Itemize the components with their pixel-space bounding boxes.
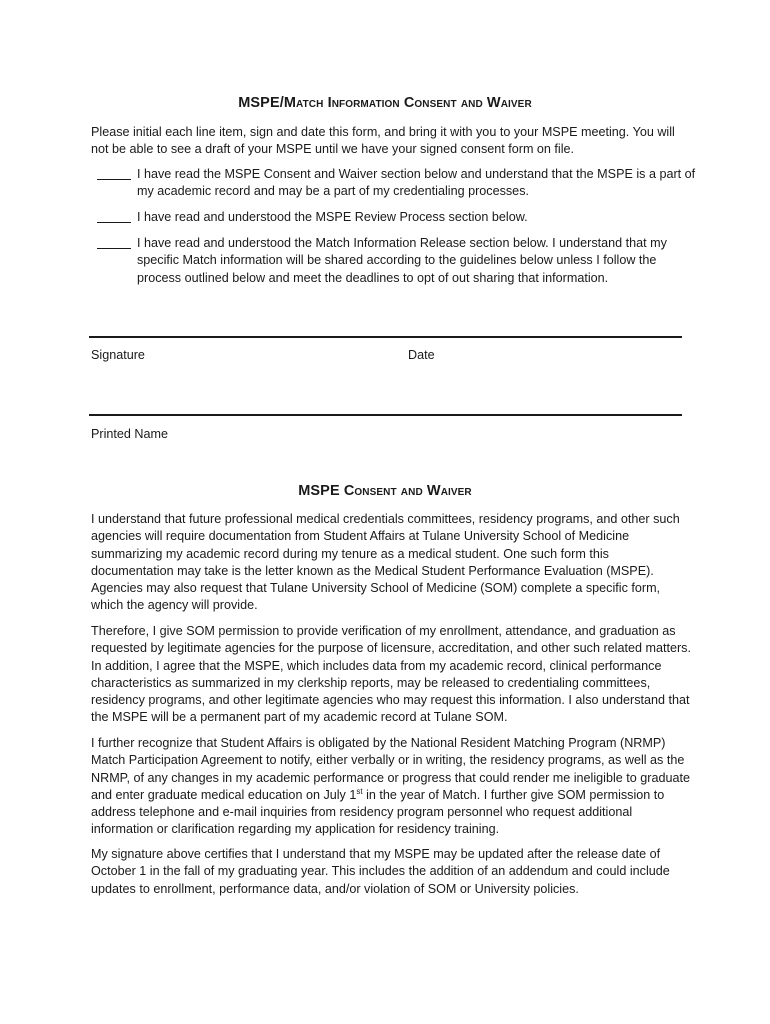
- initial-blank[interactable]: [97, 209, 131, 223]
- printed-name-line[interactable]: [89, 414, 682, 416]
- initial-line-item: [97, 166, 697, 201]
- paragraph: Therefore, I give SOM permission to provide verification of my enrollment, attendance, and graduation as requested by legitimate agencies for the purpose of licensure, accreditation, and other such related matters. In addition, I agree that the MSPE, which includes data from my academic record, clinical performance characteristics as summarized in my clerkship reports, may be released to credentialing committees, residency programs, and other legitimate agencies who may request this information. I also understand that the MSPE will be a permanent part of my academic record at Tulane SOM.: [91, 624, 691, 725]
- section-title: MSPE Consent and Waiver: [298, 483, 472, 499]
- item-text: I have read and understood the MSPE Review Process section below.: [137, 210, 528, 224]
- paragraph: [91, 735, 691, 839]
- item-text: I have read the MSPE Consent and Waiver section below and understand that the MSPE is a part of my academic record and may be a part of my credentialing processes.: [137, 167, 696, 199]
- item-text: I have read and understood the Match Information Release section below. I understand that my specific Match information will be shared according to the guidelines below unless I follow the process outlined below and meet the deadlines to opt of out sharing that information.: [137, 236, 667, 285]
- intro-paragraph: Please initial each line item, sign and date this form, and bring it with you to your MSPE meeting. You will not be able to see a draft of your MSPE until we have your signed consent form on file.: [91, 125, 675, 157]
- paragraph: My signature above certifies that I understand that my MSPE may be updated after the release date of October 1 in the fall of my graduating year. This includes the addition of an addendum and could include updates to enrollment, performance data, and/or violation of SOM or University policies.: [91, 847, 670, 896]
- initial-line-item: [97, 235, 697, 287]
- paragraph: I understand that future professional medical credentials committees, residency programs, and other such agencies will require documentation from Student Affairs at Tulane University School of Medicine summarizing my academic record during my tenure as a medical student. One such form this documentation may take is the letter known as the Medical Student Performance Evaluation (MSPE). Agencies may also request that Tulane University School of Medicine (SOM) complete a specific form, which the agency will provide.: [91, 512, 680, 613]
- initial-line-item: [97, 209, 697, 226]
- signature-line[interactable]: [89, 336, 682, 338]
- initial-blank[interactable]: [97, 166, 131, 180]
- paragraph-text: I further recognize that Student Affairs is obligated by the National Resident Matching Program (NRMP) Match Participation Agreement to notify, either verbally or in writing, the residency programs, as well as the NRMP, of any changes in my academic performance or progress that could render me ineligible to graduate and enter graduate medical education on July 1: [91, 736, 690, 802]
- signature-label: Signature: [91, 348, 145, 362]
- paragraph-text: in the year of Match. I further give SOM permission to address telephone and e-mail inquiries from residency program personnel who request additional information or clarification regarding my application for residency training.: [91, 787, 665, 837]
- initial-blank[interactable]: [97, 235, 131, 249]
- printed-name-label: Printed Name: [91, 427, 168, 441]
- superscript: st: [356, 786, 363, 796]
- form-title: MSPE/Match Information Consent and Waiver: [238, 95, 532, 111]
- date-label: Date: [408, 348, 435, 362]
